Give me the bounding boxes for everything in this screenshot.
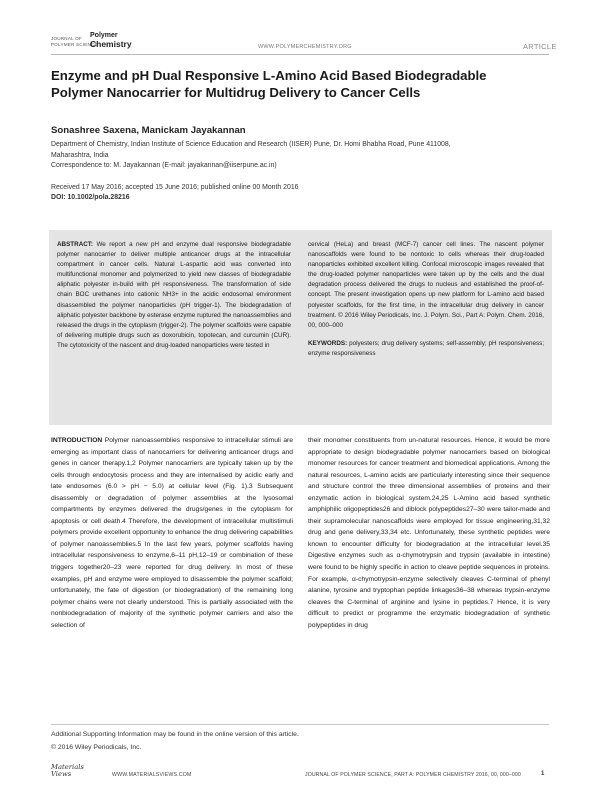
body-text-continued: their monomer constituents from un-natural resources. Hence, it would be more appropriate to design biodegradable polymer nanocarriers based on biological monomer resources for cancer treatment and biomedical applications. Among the natural resources, L-amino acids are particularly interesting since their sequence and structure control the three dimensional assemblies of proteins and their enzymatic action in biological system.24,25 L-Amino acid based synthetic amphiphilic oligopeptides26 and diblock polypeptides27–30 were tailor-made and their supramolecular nanoscaffolds were employed for tissue engineering,31,32 drug and gene delivery,33,34 etc. Unfortunately, these synthetic peptides were known to encounter difficulty for biodegradation at the intracellular level.35 Digestive enzymes such as α-chymotrypsin and trypsin (available in intestine) were found to be highly specific in action to cleave peptide sequences in proteins. For example, α-chymotrypsin-enzyme selectively cleaves C-terminal of phenyl alanine, tyrosine and tryptophan peptide linkages36–38 whereas trypsin-enzyme cleaves the C-terminal of arginine and lysine in peptides.7 Hence, it is very difficult to predict or programme the enzymatic biodegradation of synthetic polypeptides in drug bbox=[308, 437, 550, 629]
date-history: Received 17 May 2016; accepted 15 June 2016; published online 00 Month 2016 bbox=[51, 184, 299, 191]
correspondence: Correspondence to: M. Jayakannan (E-mail: jayakannan@iiserpune.ac.in) bbox=[51, 162, 277, 169]
logo-text: Materials Views bbox=[51, 763, 84, 778]
affiliation-block bbox=[51, 140, 551, 172]
journal-prefix-line1: JOURNAL OF bbox=[51, 36, 82, 41]
keywords-list: polyesters; drug delivery systems; self-assembly; pH responsiveness; enzyme responsiveness bbox=[308, 339, 544, 357]
keywords-label: KEYWORDS: bbox=[308, 339, 348, 347]
abstract-text-continued: cervical (HeLa) and breast (MCF-7) cancer cell lines. The nascent polymer nanoscaffolds were found to be nontoxic to cells whereas their drug-loaded nanoparticles exhibited excellent killing. Confocal microscopic images revealed that the drug-loaded polymer nanoparticles were taken up by the cells and the dual degradation process delivered the drugs to nucleus and established the proof-of-concept. The present investigation opens up new platform for L-amino acid based polyester scaffolds, for the first time, in the intracellular drug delivery in cancer treatment. © 2016 Wiley Periodicals, Inc. J. Polym. Sci., Part A: Polym. Chem. 2016, 00, 000–000 bbox=[308, 241, 544, 329]
section-heading: INTRODUCTION bbox=[51, 437, 103, 444]
article-title: Enzyme and pH Dual Responsive L-Amino Acid Based Biodegradable Polymer Nanocarrier for Multidrug Delivery to Cancer Cells bbox=[51, 68, 487, 100]
header-divider bbox=[51, 54, 549, 55]
journal-prefix-line2: POLYMER SCIENCE bbox=[51, 41, 98, 47]
footer-citation: JOURNAL OF POLYMER SCIENCE, PART A: POLYMER CHEMISTRY 2016, 00, 000–000 bbox=[305, 772, 521, 778]
keywords bbox=[308, 339, 544, 359]
journal-logo bbox=[90, 32, 132, 48]
author-list: Sonashree Saxena, Manickam Jayakannan bbox=[51, 125, 246, 136]
page-number: 1 bbox=[541, 771, 545, 777]
footer-url[interactable]: WWW.MATERIALSVIEWS.COM bbox=[112, 772, 192, 778]
affiliation-line: Department of Chemistry, Indian Institute of Science Education and Research (IISER) Pune, Dr. Homi Bhabha Road, Pune 411008, bbox=[51, 141, 451, 148]
body-left-column bbox=[51, 435, 293, 631]
materials-views-logo bbox=[51, 764, 93, 778]
abstract-right-column bbox=[308, 240, 544, 359]
abstract-label: ABSTRACT: bbox=[57, 241, 94, 248]
footnote-divider bbox=[51, 724, 549, 725]
body-text: Polymer nanoassemblies responsive to intracellular stimuli are emerging as important class of nanocarriers for delivering anticancer drugs and genes in cancer therapy.1,2 Polymer nanocarriers are typically taken up by the cells through endocytosis process and they are internalised by acidic early and late endosomes (6.0 > pH − 5.0) at cellular level (Fig. 1).3 Subsequent disassembly or degradation of polymer assemblies at the lysosomal compartments by enzymes delivered the drugs/genes in the cytoplasm for apoptosis or cell death.4 Therefore, the development of intracellular multistimuli polymers provide excellent opportunity to enhance the drug delivering capabilities of polymer nanoassemblies.5 In the last few years, polymer scaffolds having intracellular responsiveness to enzyme,6–11 pH,12–19 or combination of these triggers together20–23 were reported for drug delivery. In most of these examples, pH and enzyme were employed to disassemble the polymer scaffold; unfortunately, the fate of digestion (or biodegradation) of the remaining long polymer chains were not clearly understood. This is partially associated with the nonbiodegradation of majority of the synthetic polymer carriers and also the selection of bbox=[51, 437, 293, 629]
journal-logo-line2: Chemistry bbox=[90, 39, 132, 49]
abstract-text: We report a new pH and enzyme dual responsive biodegradable polymer nanocarrier to deliver multiple anticancer drugs at the intracellular compartment in cancer cells. Natural L-aspartic acid was converted into multifunctional monomer and polymerized to yield new classes of biodegradable aliphatic polyester in-build with pH responsiveness. The transformation of side chain BOC urethanes into cationic NH3+ in the acidic endosomal environment disassembled the polymer nanoparticles (pH trigger-1). The biodegradation of aliphatic polyester backbone by esterase enzyme ruptured the nanoassemblies and released the drugs in the cytoplasm (trigger-2). The polymer scaffolds were capable of delivering multiple drugs such as doxorubicin, topotecan, and curcumin (CUR). The cytotoxicity of the nascent and drug-loaded nanoparticles were tested in bbox=[57, 241, 291, 349]
supporting-info-note: Additional Supporting Information may be found in the online version of this article. bbox=[51, 731, 299, 738]
journal-url[interactable]: WWW.POLYMERCHEMISTRY.ORG bbox=[258, 44, 352, 50]
doi[interactable]: DOI: 10.1002/pola.28216 bbox=[51, 194, 130, 201]
journal-logo-line1: Polymer bbox=[90, 32, 118, 39]
section-label: ARTICLE bbox=[523, 42, 557, 51]
publication-dates bbox=[51, 183, 531, 203]
abstract-left-column bbox=[57, 240, 291, 351]
copyright-note: © 2016 Wiley Periodicals, Inc. bbox=[51, 744, 142, 751]
body-right-column bbox=[308, 435, 550, 631]
affiliation-line: Maharashtra, India bbox=[51, 151, 109, 159]
